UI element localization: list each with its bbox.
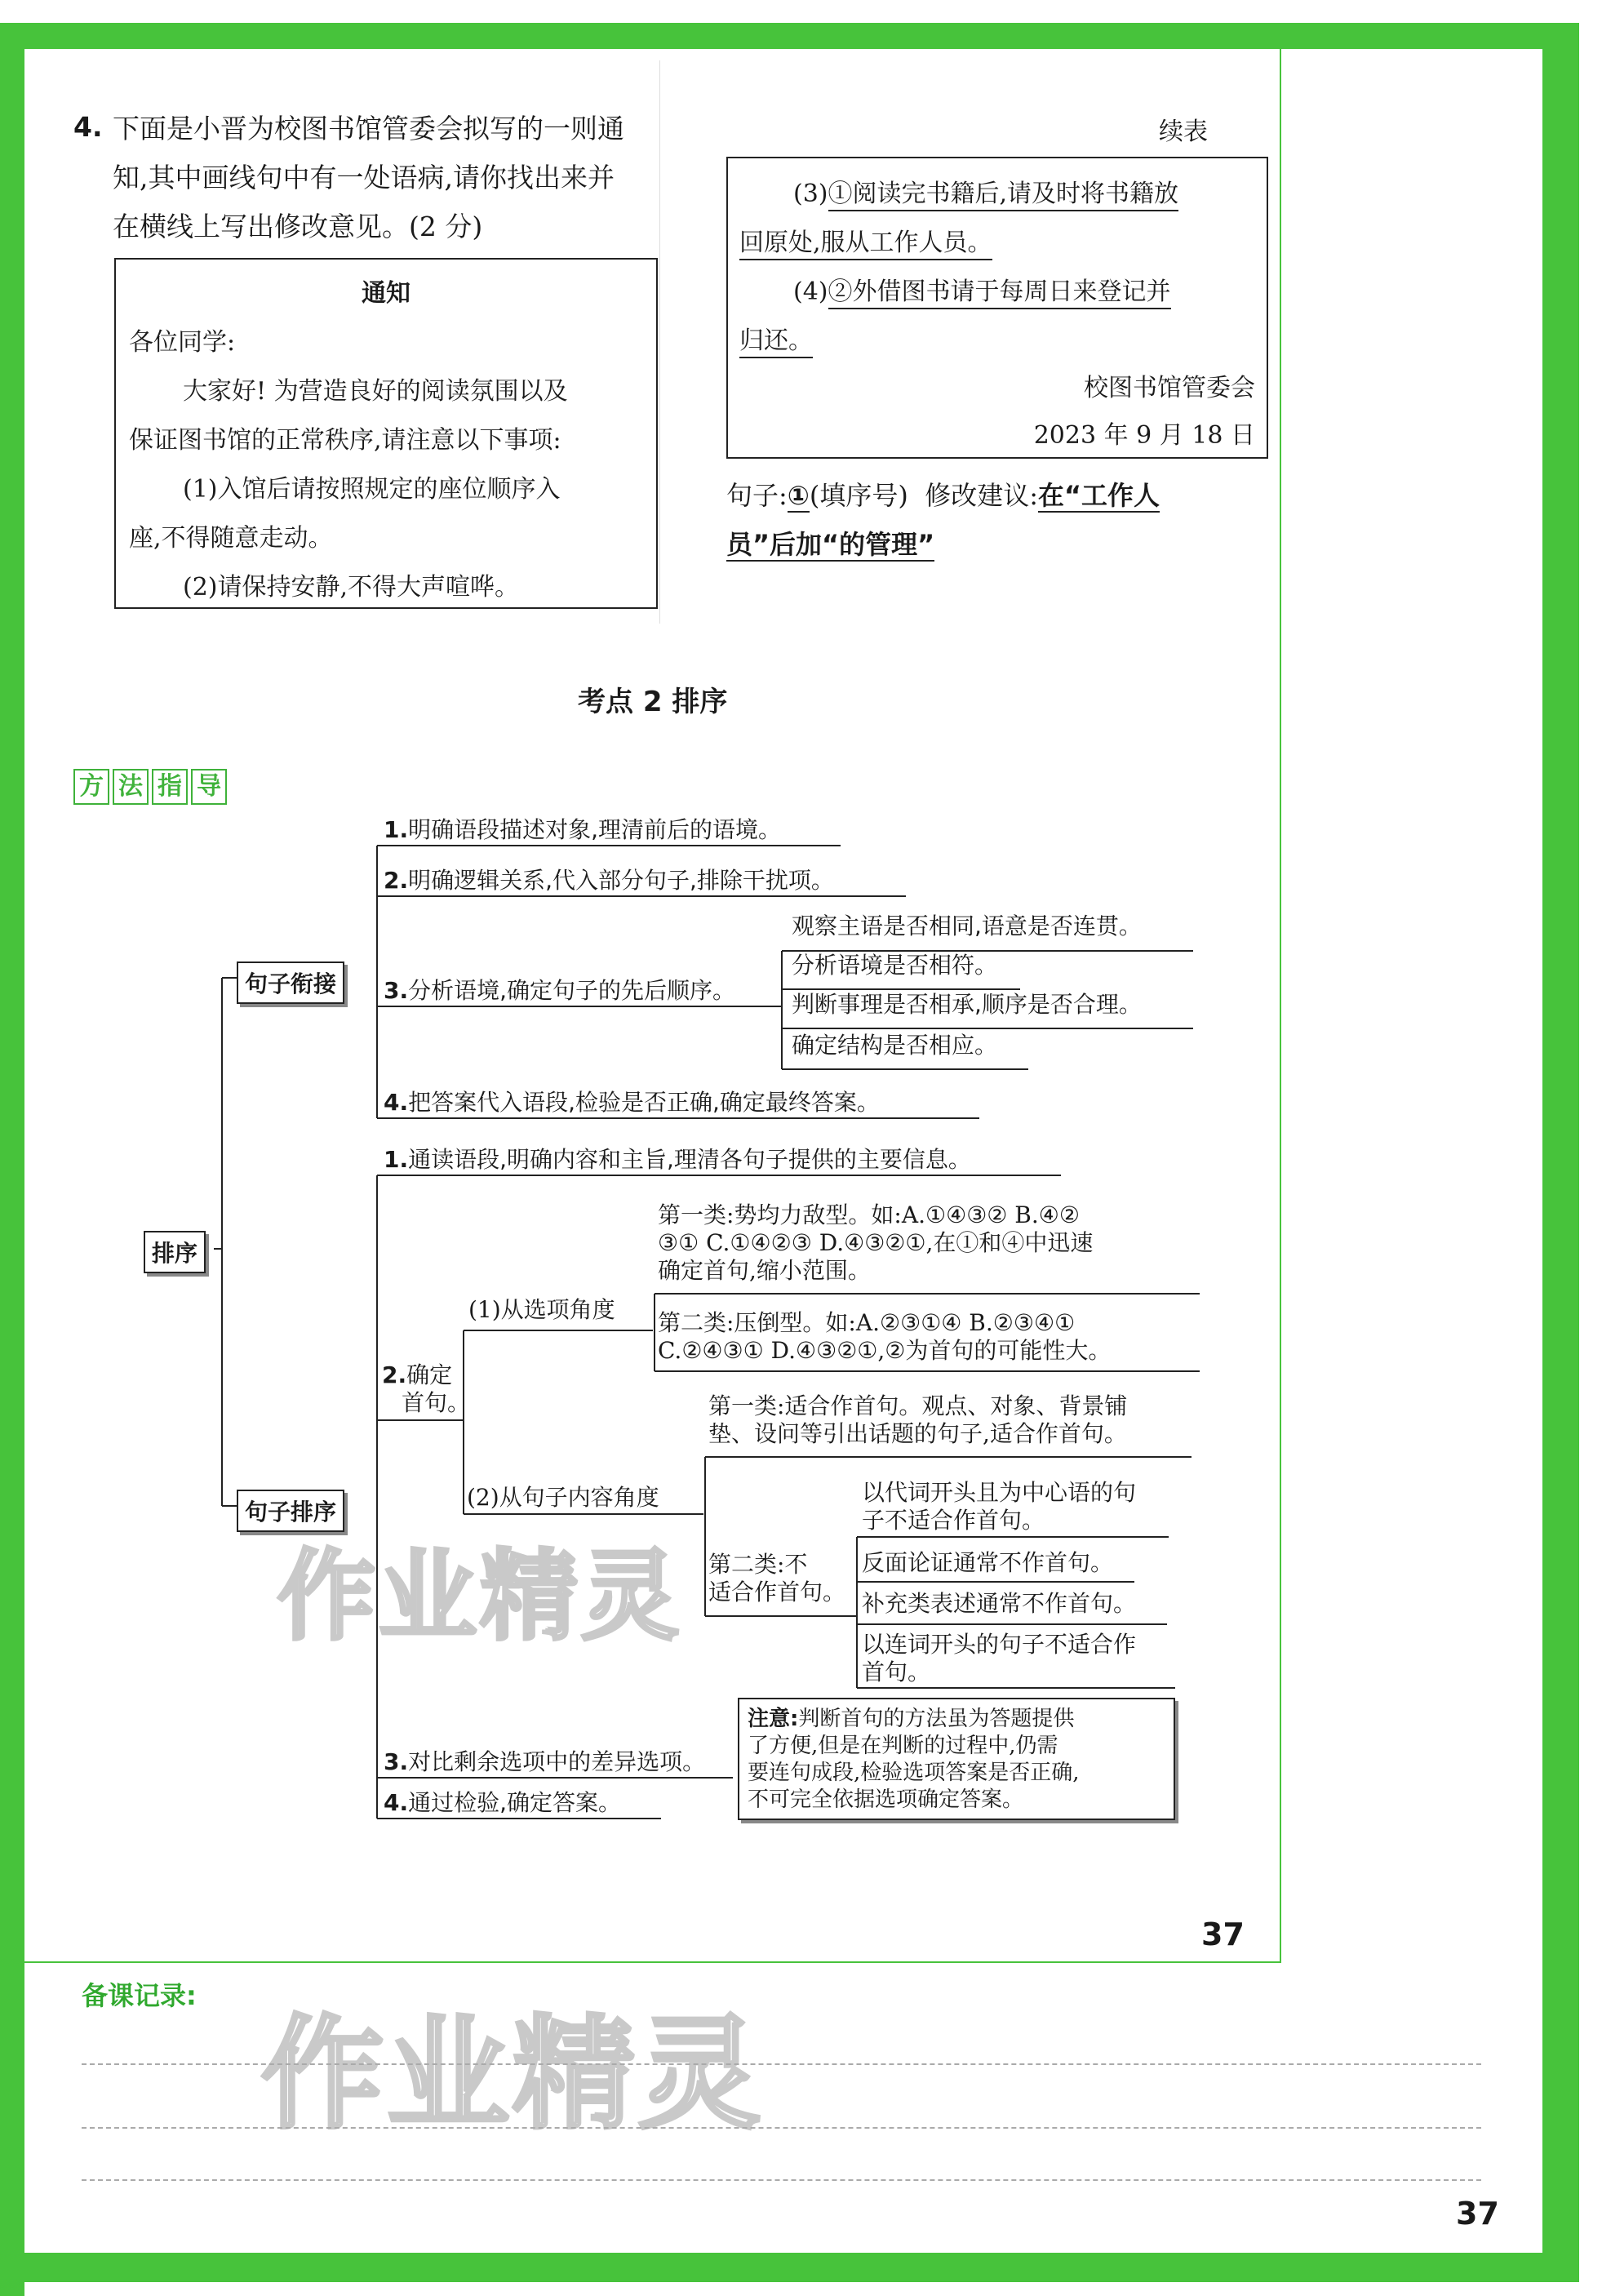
notes-line[interactable] <box>82 2179 1481 2181</box>
continued-sign: 校图书馆管委会 <box>1084 374 1255 402</box>
notice-line: (2)请保持安静,不得大声喧哗。 <box>183 573 520 602</box>
notice-greeting: 各位同学: <box>129 328 236 357</box>
ordering-step-1: 1.通读语段,明确内容和主旨,理清各句子提供的主要信息。 <box>384 1146 971 1173</box>
linking-sub-item: 观察主语是否相同,语意是否连贯。 <box>792 913 1142 939</box>
section-title: 考点 2 排序 <box>578 686 728 718</box>
type2b-text: 第二类:不 适合作首句。 <box>708 1551 846 1605</box>
type2b-item: 反面论证通常不作首句。 <box>862 1549 1114 1576</box>
ordering-step-3: 3.对比剩余选项中的差异选项。 <box>384 1748 706 1775</box>
continued-label: 续表 <box>1159 118 1208 146</box>
answer-advice: 在“工作人 <box>1038 480 1160 511</box>
mindmap-ordering-node: 句子排序 <box>237 1490 344 1532</box>
notice-line: 座,不得随意走动。 <box>129 524 333 553</box>
linking-step-1: 1.明确语段描述对象,理清前后的语境。 <box>384 816 782 843</box>
answer-advice-2: 员”后加“的管理” <box>726 529 935 560</box>
continued-item4: (4)②外借图书请于每周日来登记并 <box>793 271 1171 307</box>
continued-date: 2023 年 9 月 18 日 <box>1033 421 1255 450</box>
type1b-text: 第二类:压倒型。如:A.②③①④ B.②③④① C.②④③① D.④③②①,②为首句的可能性大。 <box>658 1309 1112 1364</box>
type2b-item: 以连词开头的句子不适合作 首句。 <box>862 1631 1137 1685</box>
page-number: 37 <box>1201 1916 1245 1952</box>
notice-line: 大家好! 为营造良好的阅读氛围以及 <box>183 377 568 406</box>
note-box: 注意:判断首句的方法虽为答题提供 了方便,但是在判断的过程中,仍需 要连句成段,检验选项答案是否正确, 不可完全依据选项确定答案。 <box>738 1698 1175 1820</box>
angle-content: (2)从句子内容角度 <box>467 1484 659 1511</box>
continued-item4-line2: 归还。 <box>739 320 813 356</box>
question-text: 下面是小晋为校图书馆管委会拟写的一则通 知,其中画线句中有一处语病,请你找出来并 在横线上写出修改意见。(2 分) <box>113 113 624 242</box>
notes-line[interactable] <box>82 2127 1481 2129</box>
answer-sentence: ① <box>787 480 810 511</box>
continued-item3: (3)①阅读完书籍后,请及时将书籍放 <box>793 173 1178 209</box>
watermark: 作业精灵 <box>277 1540 682 1654</box>
linking-step-4: 4.把答案代入语段,检验是否正确,确定最终答案。 <box>384 1089 880 1116</box>
continued-item3-line2: 回原处,服从工作人员。 <box>739 222 992 258</box>
notice-title: 通知 <box>362 279 410 308</box>
answer-row1: 句子:①(填序号) 修改建议:在“工作人 <box>726 480 1160 511</box>
notes-line[interactable] <box>82 2063 1481 2065</box>
linking-sub-item: 判断事理是否相承,顺序是否合理。 <box>792 991 1142 1018</box>
note-label: 注意: <box>748 1707 799 1731</box>
type2a-text: 第一类:适合作首句。观点、对象、背景铺 垫、设问等引出话题的句子,适合作首句。 <box>708 1392 1128 1447</box>
question-number: 4. <box>73 111 103 143</box>
mindmap-linking-node: 句子衔接 <box>237 961 344 1004</box>
linking-step-2: 2.明确逻辑关系,代入部分句子,排除干扰项。 <box>384 867 834 894</box>
notice-line: (1)入馆后请按照规定的座位顺序入 <box>183 475 561 504</box>
mindmap-root-node: 排序 <box>144 1231 206 1273</box>
type1a-text: 第一类:势均力敌型。如:A.①④③② B.④② ③① C.①④②③ D.④③②①,在①和④中迅速 确定首句,缩小范围。 <box>658 1201 1094 1284</box>
page-number-bottom: 37 <box>1456 2196 1499 2232</box>
ordering-step-2: 2.确定 首句。 <box>382 1361 471 1416</box>
type2b-item: 以代词开头且为中心语的句 子不适合作首句。 <box>862 1479 1137 1534</box>
angle-options: (1)从选项角度 <box>468 1296 615 1323</box>
linking-sub-item: 分析语境是否相符。 <box>792 952 998 979</box>
notes-label: 备课记录: <box>82 1980 197 2011</box>
notice-line: 保证图书馆的正常秩序,请注意以下事项: <box>129 426 561 455</box>
linking-step-3: 3.分析语境,确定句子的先后顺序。 <box>384 977 736 1004</box>
type2b-item: 补充类表述通常不作首句。 <box>862 1590 1137 1617</box>
watermark: 作业精灵 <box>261 2004 765 2146</box>
linking-sub-item: 确定结构是否相应。 <box>792 1032 998 1059</box>
method-guide-badge: 方 法 指 导 <box>73 769 227 805</box>
ordering-step-4: 4.通过检验,确定答案。 <box>384 1789 622 1816</box>
